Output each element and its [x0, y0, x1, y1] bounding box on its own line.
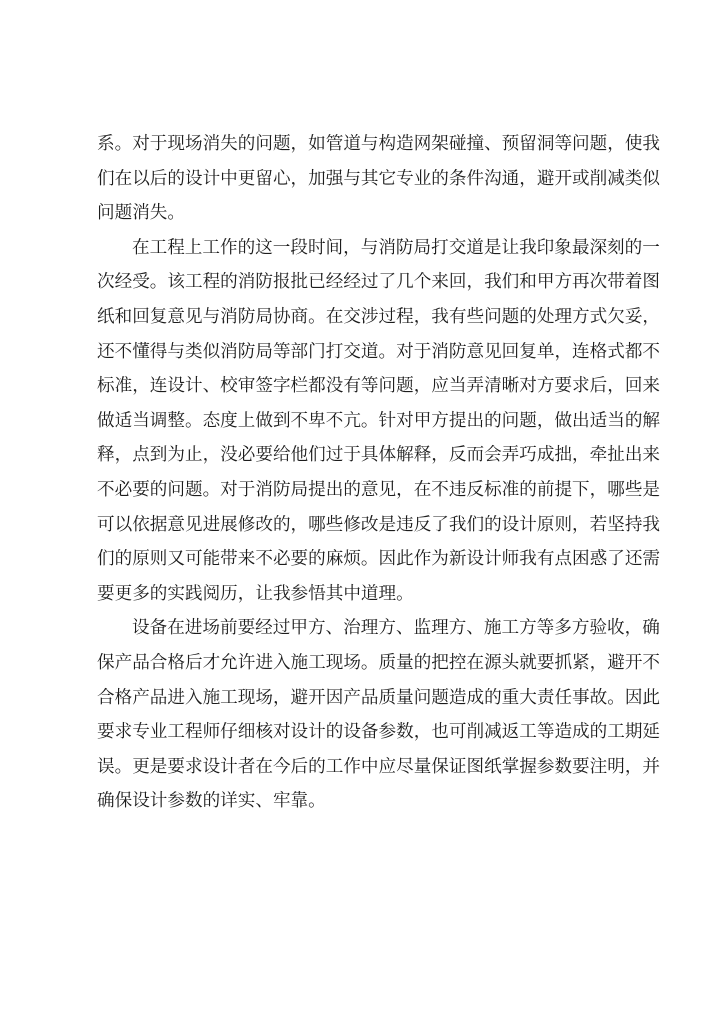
text-line: 不必要的问题。对于消防局提出的意见，在不违反标准的前提下，哪些是: [97, 479, 661, 500]
text-line: 们的原则又可能带来不必要的麻烦。因此作为新设计师我有点困惑了还需: [97, 549, 661, 570]
text-line: 在工程上工作的这一段时间，与消防局打交道是让我印象最深刻的一: [132, 237, 660, 258]
text-line: 设备在进场前要经过甲方、治理方、监理方、施工方等多方验收，确: [132, 618, 660, 639]
text-line: 标准，连设计、校审签字栏都没有等问题，应当弄清晰对方要求后，回来: [97, 376, 661, 397]
text-line: 要更多的实践阅历，让我参悟其中道理。: [97, 583, 414, 604]
text-line: 还不懂得与类似消防局等部门打交道。对于消防意见回复单，连格式都不: [97, 341, 661, 362]
text-line: 纸和回复意见与消防局协商。在交涉过程，我有些问题的处理方式欠妥，: [97, 306, 661, 327]
text-line: 确保设计参数的详实、牢靠。: [97, 791, 326, 812]
text-line: 做适当调整。态度上做到不卑不亢。针对甲方提出的问题，做出适当的解: [97, 410, 661, 431]
paragraph-2: [97, 231, 661, 612]
text-line: 可以依据意见进展修改的，哪些修改是违反了我们的设计原则，若坚持我: [97, 514, 661, 535]
paragraph-3: [97, 611, 661, 819]
text-line: 要求专业工程师仔细核对设计的设备参数，也可削减返工等造成的工期延: [97, 722, 661, 743]
body-text: [97, 127, 661, 819]
text-line: 系。对于现场消失的问题，如管道与构造网架碰撞、预留洞等问题，使我: [97, 134, 661, 154]
text-line: 保产品合格后才允许进入施工现场。质量的把控在源头就要抓紧，避开不: [97, 652, 661, 673]
text-line: 误。更是要求设计者在今后的工作中应尽量保证图纸掌握参数要注明，并: [97, 756, 661, 777]
text-line: 合格产品进入施工现场，避开因产品质量问题造成的重大责任事故。因此: [97, 687, 661, 708]
text-line: 们在以后的设计中更留心，加强与其它专业的条件沟通，避开或削减类似: [97, 168, 661, 189]
text-line: 释，点到为止，没必要给他们过于具体解释，反而会弄巧成拙，牵扯出来: [97, 445, 661, 466]
paragraph-1: [97, 127, 661, 231]
text-line: 次经受。该工程的消防报批已经经过了几个来回，我们和甲方再次带着图: [97, 272, 661, 293]
text-line: 问题消失。: [97, 203, 185, 224]
